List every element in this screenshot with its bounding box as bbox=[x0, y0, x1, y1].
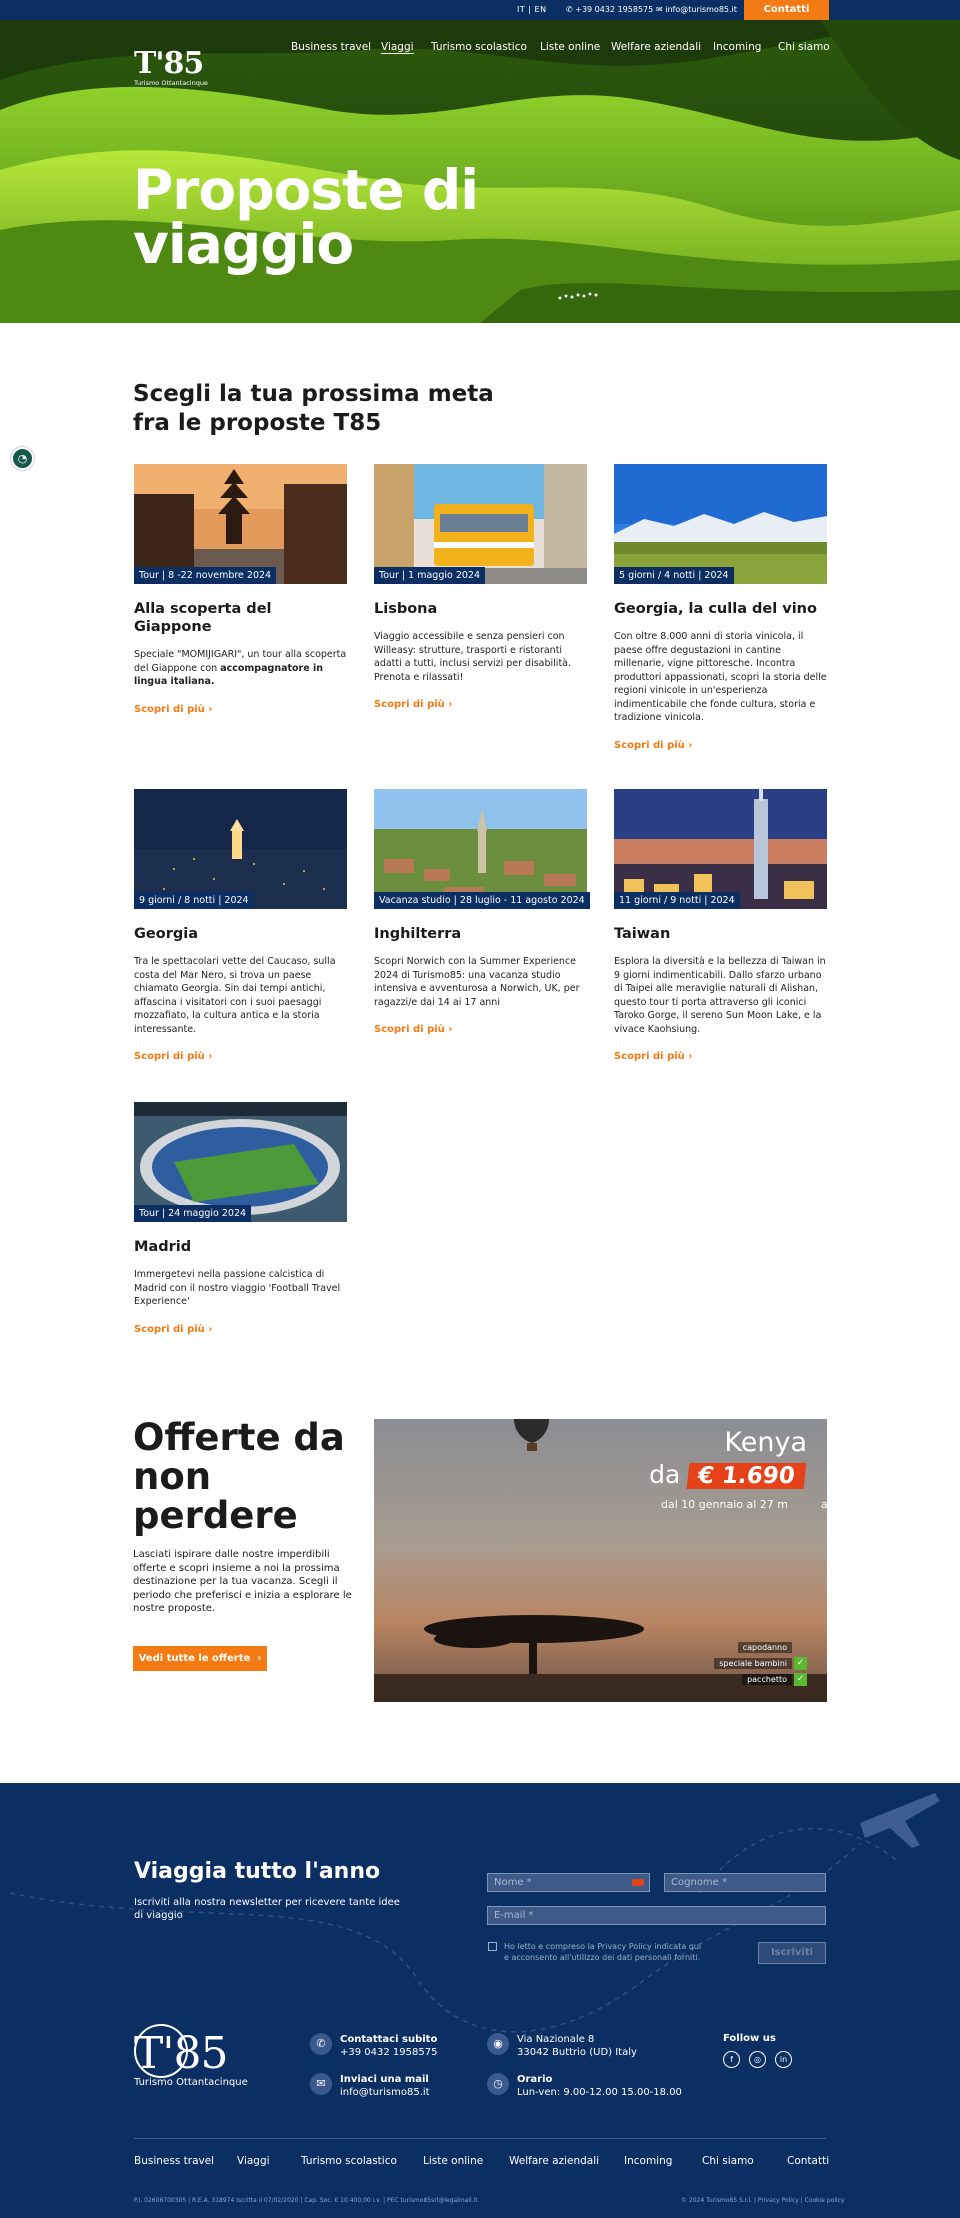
offer-destination: Kenya bbox=[724, 1427, 807, 1458]
card-badge: 11 giorni / 9 notti | 2024 bbox=[614, 892, 740, 909]
card-badge: 5 giorni / 4 notti | 2024 bbox=[614, 567, 734, 584]
contact-address bbox=[493, 2033, 637, 2059]
japan-street-image bbox=[134, 464, 347, 584]
card-georgia[interactable] bbox=[134, 789, 347, 1062]
scopri-label: Scopri di più bbox=[614, 1051, 685, 1062]
hero bbox=[0, 20, 960, 323]
card-georgia-vino[interactable] bbox=[614, 464, 827, 751]
top-email-text: info@turismo85.it bbox=[665, 5, 737, 14]
privacy-consent bbox=[488, 1941, 708, 1963]
top-phone[interactable] bbox=[566, 5, 653, 14]
section-title: Scegli la tua prossima meta fra le proposte T85 bbox=[133, 381, 494, 436]
price-box: € 1.690 bbox=[687, 1463, 806, 1489]
newsletter-title: Viaggia tutto l'anno bbox=[134, 1859, 381, 1884]
privacy-text: Ho letto e compreso la Privacy Policy indicata qui e acconsento all'utilizzo dei dati personali forniti. bbox=[504, 1942, 702, 1962]
scopri-link[interactable] bbox=[614, 1051, 827, 1062]
stadium-image bbox=[134, 1102, 347, 1222]
chevron-right-icon: › bbox=[208, 1051, 213, 1062]
offers-title: Offerte da non perdere bbox=[133, 1416, 345, 1537]
scopri-label: Scopri di più bbox=[374, 1024, 445, 1035]
scopri-link[interactable] bbox=[134, 1051, 347, 1062]
footer-nav-contatti[interactable]: Contatti bbox=[787, 2155, 830, 2167]
instagram-icon[interactable]: ◎ bbox=[749, 2051, 766, 2068]
iscriviti-button[interactable]: Iscriviti bbox=[758, 1942, 826, 1964]
contatti-button[interactable]: Contatti bbox=[744, 0, 829, 20]
tbilisi-night-image bbox=[134, 789, 347, 909]
card-text-bold: accompagnatore in lingua italiana. bbox=[134, 662, 324, 687]
card-badge: 9 giorni / 8 notti | 2024 bbox=[134, 892, 254, 909]
card-badge: Tour | 24 maggio 2024 bbox=[134, 1205, 251, 1222]
phone-icon: ✆ bbox=[566, 5, 573, 14]
offer-tag-label: capodanno bbox=[738, 1642, 792, 1653]
contact-mail[interactable] bbox=[316, 2073, 430, 2099]
card-title[interactable]: Inghilterra bbox=[374, 926, 462, 942]
card-text-main: Speciale "MOMIJIGARI", un tour alla scoperta del Giappone con bbox=[134, 649, 347, 674]
scopri-label: Scopri di più bbox=[134, 1323, 205, 1335]
offer-tags bbox=[707, 1640, 807, 1688]
chevron-right-icon: › bbox=[688, 1051, 693, 1062]
scopri-label: Scopri di più bbox=[614, 739, 685, 751]
mail-value: info@turismo85.it bbox=[340, 2087, 430, 2098]
card-badge: Tour | 1 maggio 2024 bbox=[374, 567, 485, 584]
lisbon-tram-image bbox=[374, 464, 587, 584]
scopri-link[interactable] bbox=[374, 699, 587, 710]
vineyard-mountains-image bbox=[614, 464, 827, 584]
name-placeholder: Nome * bbox=[494, 1877, 532, 1888]
card-text bbox=[134, 648, 347, 689]
top-phone-text: +39 0432 1958575 bbox=[575, 5, 654, 14]
footer-divider bbox=[134, 2138, 826, 2139]
empty-check bbox=[794, 1641, 807, 1654]
card-image[interactable] bbox=[134, 1102, 347, 1222]
nav-chi-siamo[interactable]: Chi siamo bbox=[778, 41, 830, 53]
surname-field[interactable]: Cognome * bbox=[664, 1873, 826, 1892]
contact-call[interactable] bbox=[316, 2033, 438, 2059]
offer-tag bbox=[707, 1640, 807, 1655]
offer-banner-kenya[interactable] bbox=[374, 1419, 827, 1702]
card-text: Scopri Norwich con la Summer Experience 2024 di Turismo85: una vacanza studio intensiva e avventurosa a Norwich, UK, per ragazzi/e dai 14 ai 17 anni bbox=[374, 956, 580, 1008]
nav-business-travel[interactable]: Business travel bbox=[291, 41, 372, 53]
footer-logo-subtitle: Turismo Ottantacinque bbox=[134, 2077, 248, 2088]
nav-welfare-aziendali[interactable]: Welfare aziendali bbox=[611, 41, 702, 53]
chevron-right-icon: › bbox=[208, 703, 213, 715]
mail-icon: ✉ bbox=[656, 5, 663, 14]
card-text: Tra le spettacolari vette del Caucaso, sulla costa del Mar Nero, si trova un paese chiamato Georgia. Sin dai tempi antichi, affascina i visitatori con i suoi paesaggi mozzafiato, la cultura antica e la storia interessante. bbox=[134, 956, 336, 1035]
cookie-icon: ◔ bbox=[17, 452, 28, 465]
logo-ring bbox=[134, 2024, 188, 2078]
footer-nav-incoming[interactable]: Incoming bbox=[624, 2155, 673, 2167]
vedi-offerte-button[interactable] bbox=[133, 1646, 267, 1671]
card-lisbona[interactable] bbox=[374, 464, 587, 710]
check-icon: ✓ bbox=[794, 1657, 807, 1670]
phone-icon: ✆ bbox=[310, 2033, 332, 2055]
card-badge: Tour | 8 -22 novembre 2024 bbox=[134, 567, 276, 584]
card-image[interactable] bbox=[134, 464, 347, 584]
nav-viaggi[interactable]: Viaggi bbox=[381, 41, 414, 53]
offers-text: Lasciati ispirare dalle nostre imperdibili offerte e scopri insieme a noi la prossima destinazione per la tua vacanza. Scegli il periodo che preferisci e inizia a esplorare le nostre proposte. bbox=[133, 1549, 352, 1614]
card-text: Con oltre 8.000 anni di storia vinicola, il paese offre degustazioni in cantine millenarie, vigne pittoresche. Incontra produttori appassionati, scopri la storia delle regioni vinicole in un'esperienza indimenticabile che fonde cultura, storia e tradizione vinicola. bbox=[614, 631, 827, 723]
autofill-icon bbox=[632, 1879, 644, 1886]
scopri-link[interactable] bbox=[374, 1024, 587, 1035]
linkedin-icon[interactable]: in bbox=[775, 2051, 792, 2068]
logo-mark: T'85 bbox=[134, 46, 204, 81]
hours-label: Orario bbox=[517, 2074, 553, 2085]
card-text: Viaggio accessibile e senza pensieri con Willeasy: strutture, trasporti e ristoranti adatti a tutti, inclusi servizi per disabilità. Prenota e rilassati! bbox=[374, 631, 572, 683]
offer-tag bbox=[707, 1656, 807, 1671]
chevron-right-icon: › bbox=[257, 1653, 262, 1664]
scopri-link[interactable] bbox=[614, 740, 827, 751]
offer-tag-label: speciale bambini bbox=[714, 1658, 792, 1669]
footer-logo-mark: T'85 bbox=[134, 2028, 228, 2079]
top-email[interactable] bbox=[656, 5, 737, 14]
card-title[interactable]: Georgia bbox=[134, 926, 198, 942]
scopri-link[interactable] bbox=[134, 1324, 347, 1335]
vedi-offerte-label: Vedi tutte le offerte bbox=[138, 1653, 251, 1664]
nav-turismo-scolastico[interactable]: Turismo scolastico bbox=[431, 41, 527, 53]
footer-nav-business-travel[interactable]: Business travel bbox=[134, 2155, 215, 2167]
card-giappone[interactable] bbox=[134, 464, 347, 715]
location-pin-icon: ◉ bbox=[487, 2033, 509, 2055]
card-title[interactable]: Georgia, la culla del vino bbox=[614, 601, 817, 617]
card-badge: Vacanza studio | 28 luglio - 11 agosto 2024 bbox=[374, 892, 590, 909]
footer-logo[interactable] bbox=[134, 2028, 248, 2088]
nav-liste-online[interactable]: Liste online bbox=[540, 41, 601, 53]
call-value: +39 0432 1958575 bbox=[340, 2047, 438, 2058]
chevron-right-icon: › bbox=[448, 699, 453, 710]
card-title[interactable]: Lisbona bbox=[374, 601, 438, 617]
main-nav bbox=[0, 41, 960, 57]
offer-tag-label: pacchetto bbox=[742, 1674, 792, 1685]
scopri-label: Scopri di più bbox=[134, 1051, 205, 1062]
card-image[interactable] bbox=[374, 464, 587, 584]
card-image[interactable] bbox=[614, 464, 827, 584]
offer-dates: dal 10 gennaio al 27 m bbox=[661, 1498, 788, 1511]
price-prefix: da bbox=[649, 1460, 681, 1489]
card-text: Esplora la diversità e la bellezza di Taiwan in 9 giorni indimenticabili. Dallo sfarzo urbano di Taipei alle meraviglie naturali di Alishan, questo tour ti porta attraverso gli iconici Taroko Gorge, il sereno Sun Moon Lake, e la vivace Kaohsiung. bbox=[614, 956, 826, 1035]
address-line1: Via Nazionale 8 bbox=[517, 2034, 595, 2045]
offer-price bbox=[649, 1460, 805, 1489]
follow-us: Follow us bbox=[723, 2033, 776, 2044]
offer-dates-tail: a bbox=[821, 1498, 828, 1511]
card-inghilterra[interactable] bbox=[374, 789, 587, 1035]
footer bbox=[0, 1783, 960, 2218]
chevron-right-icon: › bbox=[208, 1323, 213, 1335]
dotted-route-decoration bbox=[0, 1783, 960, 2218]
card-madrid[interactable] bbox=[134, 1102, 347, 1335]
norwich-city-image bbox=[374, 789, 587, 909]
clock-icon: ◷ bbox=[487, 2073, 509, 2095]
check-icon: ✓ bbox=[794, 1673, 807, 1686]
card-image[interactable] bbox=[134, 789, 347, 909]
email-field[interactable]: E-mail * bbox=[487, 1906, 826, 1925]
offer-tag bbox=[707, 1672, 807, 1687]
name-field[interactable] bbox=[487, 1873, 650, 1892]
facebook-icon[interactable]: f bbox=[723, 2051, 740, 2068]
contact-hours bbox=[493, 2073, 682, 2099]
chevron-right-icon: › bbox=[448, 1024, 453, 1035]
mail-icon: ✉ bbox=[310, 2073, 332, 2095]
privacy-checkbox[interactable] bbox=[488, 1942, 497, 1951]
footer-nav-welfare[interactable]: Welfare aziendali bbox=[509, 2155, 600, 2167]
taipei-skyline-image bbox=[614, 789, 827, 909]
scopri-link[interactable] bbox=[134, 704, 347, 715]
copyright[interactable]: © 2024 Turismo85 S.r.l. | Privacy Policy | Cookie policy bbox=[681, 2197, 845, 2204]
footer-nav-chi-siamo[interactable]: Chi siamo bbox=[702, 2155, 754, 2167]
page-title: Proposte di viaggio bbox=[133, 158, 479, 276]
chevron-right-icon: › bbox=[688, 739, 693, 751]
card-taiwan[interactable] bbox=[614, 789, 827, 1062]
card-title[interactable]: Madrid bbox=[134, 1239, 192, 1255]
card-image[interactable] bbox=[374, 789, 587, 909]
scopri-label: Scopri di più bbox=[374, 699, 445, 710]
call-label: Contattaci subito bbox=[340, 2034, 438, 2045]
scopri-label: Scopri di più bbox=[134, 703, 205, 715]
footer-nav-turismo-scolastico[interactable]: Turismo scolastico bbox=[301, 2155, 397, 2167]
hours-value: Lun-ven: 9.00-12.00 15.00-18.00 bbox=[517, 2087, 682, 2098]
legal-info: P.I. 02606700305 | R.E.A. 318974 iscritta il 07/02/2020 | Cap. Soc. € 10.400,00 i.v. | PEC turismo85srl@legalmail.it bbox=[134, 2197, 478, 2204]
card-title[interactable]: Alla scoperta del Giappone bbox=[134, 601, 272, 635]
card-image[interactable] bbox=[614, 789, 827, 909]
card-text: Immergetevi nella passione calcistica di Madrid con il nostro viaggio 'Football Travel Experience' bbox=[134, 1269, 341, 1307]
mail-label: Inviaci una mail bbox=[340, 2074, 429, 2085]
address-line2: 33042 Buttrio (UD) Italy bbox=[517, 2047, 637, 2058]
nav-incoming[interactable]: Incoming bbox=[713, 41, 762, 53]
card-title[interactable]: Taiwan bbox=[614, 926, 671, 942]
logo-subtitle: Turismo Ottantacinque bbox=[134, 79, 208, 87]
newsletter-text: Iscriviti alla nostra newsletter per ricevere tante idee di viaggio bbox=[134, 1897, 400, 1921]
top-bar bbox=[0, 0, 960, 20]
footer-nav-liste-online[interactable]: Liste online bbox=[423, 2155, 484, 2167]
footer-nav-viaggi[interactable]: Viaggi bbox=[237, 2155, 270, 2167]
language-switcher[interactable]: IT | EN bbox=[517, 5, 547, 14]
cookie-settings-button[interactable] bbox=[11, 447, 34, 470]
